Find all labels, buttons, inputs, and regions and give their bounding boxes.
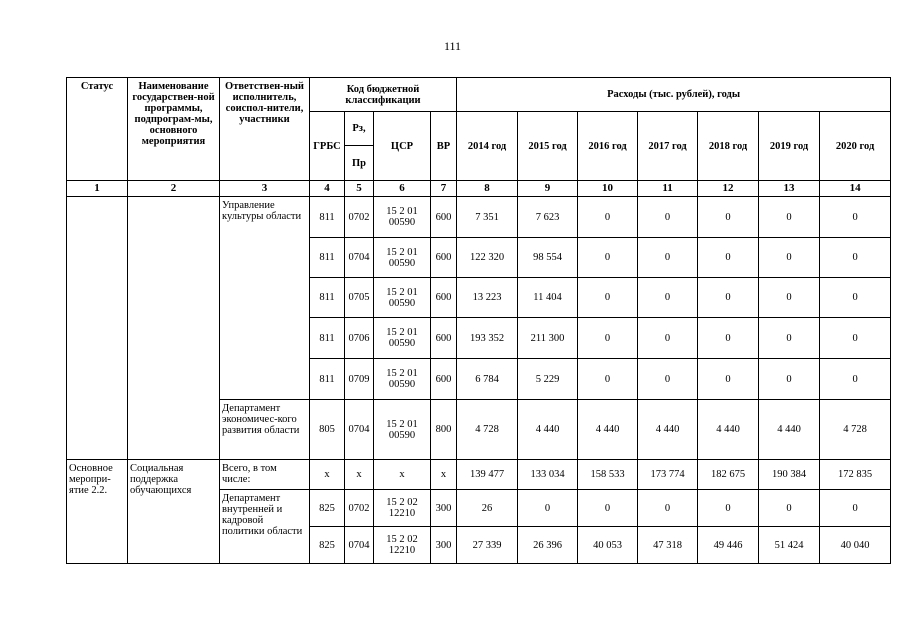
budget-table <box>66 77 891 564</box>
page-number: 111 <box>443 39 462 53</box>
grbs-cell: 811 <box>310 318 345 359</box>
value-cell: 0 <box>759 318 820 359</box>
column-number: 11 <box>638 181 698 197</box>
value-cell: 139 477 <box>457 460 518 490</box>
vr-cell: х <box>431 460 457 490</box>
column-number: 6 <box>374 181 431 197</box>
value-cell: 0 <box>638 359 698 400</box>
value-cell: 0 <box>820 490 891 527</box>
column-number: 2 <box>128 181 220 197</box>
value-cell: 0 <box>518 490 578 527</box>
value-cell: 27 339 <box>457 527 518 564</box>
csr-cell: 15 2 02 12210 <box>374 490 431 527</box>
value-cell: 182 675 <box>698 460 759 490</box>
value-cell: 133 034 <box>518 460 578 490</box>
header-grbs: ГРБС <box>310 112 345 181</box>
value-cell: 211 300 <box>518 318 578 359</box>
value-cell: 0 <box>759 197 820 238</box>
status-cell: Основное меропри-ятие 2.2. <box>67 460 128 564</box>
vr-cell: 600 <box>431 359 457 400</box>
vr-cell: 300 <box>431 490 457 527</box>
responsible-cell: Управление культуры области <box>220 197 310 400</box>
value-cell: 0 <box>759 359 820 400</box>
column-number-row <box>67 181 891 197</box>
vr-cell: 600 <box>431 238 457 278</box>
rzpr-cell: 0704 <box>345 238 374 278</box>
value-cell: 4 440 <box>638 400 698 460</box>
column-number: 12 <box>698 181 759 197</box>
column-number: 10 <box>578 181 638 197</box>
column-number: 4 <box>310 181 345 197</box>
grbs-cell: х <box>310 460 345 490</box>
rzpr-cell: 0706 <box>345 318 374 359</box>
header-year-2014: 2014 год <box>457 112 518 181</box>
column-number: 3 <box>220 181 310 197</box>
rzpr-cell: 0705 <box>345 278 374 318</box>
value-cell: 0 <box>578 278 638 318</box>
value-cell: 0 <box>578 318 638 359</box>
value-cell: 0 <box>638 490 698 527</box>
table-row <box>67 460 891 490</box>
value-cell: 13 223 <box>457 278 518 318</box>
value-cell: 47 318 <box>638 527 698 564</box>
value-cell: 0 <box>698 318 759 359</box>
value-cell: 0 <box>638 278 698 318</box>
grbs-cell: 811 <box>310 278 345 318</box>
value-cell: 0 <box>638 318 698 359</box>
vr-cell: 600 <box>431 197 457 238</box>
header-csr: ЦСР <box>374 112 431 181</box>
header-budget-code: Код бюджетной классификации <box>310 78 457 112</box>
responsible-cell: Всего, в том числе: <box>220 460 310 490</box>
value-cell: 4 728 <box>820 400 891 460</box>
grbs-cell: 811 <box>310 359 345 400</box>
value-cell: 0 <box>638 238 698 278</box>
csr-cell: 15 2 01 00590 <box>374 359 431 400</box>
header-year-2020: 2020 год <box>820 112 891 181</box>
value-cell: 11 404 <box>518 278 578 318</box>
header-expenses: Расходы (тыс. рублей), годы <box>457 78 891 112</box>
value-cell: 51 424 <box>759 527 820 564</box>
value-cell: 158 533 <box>578 460 638 490</box>
value-cell: 0 <box>698 197 759 238</box>
vr-cell: 300 <box>431 527 457 564</box>
header-pr: Пр <box>345 146 374 181</box>
value-cell: 122 320 <box>457 238 518 278</box>
value-cell: 0 <box>578 490 638 527</box>
csr-cell: 15 2 01 00590 <box>374 318 431 359</box>
value-cell: 0 <box>698 238 759 278</box>
responsible-cell: Департамент внутренней и кадровой политики области <box>220 490 310 564</box>
header-name: Наименование государствен-ной программы, подпрограм-мы, основного мероприятия <box>128 78 220 181</box>
value-cell: 0 <box>698 490 759 527</box>
column-number: 14 <box>820 181 891 197</box>
header-status: Статус <box>67 78 128 181</box>
grbs-cell: 825 <box>310 490 345 527</box>
value-cell: 0 <box>698 359 759 400</box>
column-number: 9 <box>518 181 578 197</box>
header-year-2018: 2018 год <box>698 112 759 181</box>
value-cell: 7 623 <box>518 197 578 238</box>
header-vr: ВР <box>431 112 457 181</box>
header-year-2017: 2017 год <box>638 112 698 181</box>
value-cell: 4 440 <box>759 400 820 460</box>
grbs-cell: 825 <box>310 527 345 564</box>
value-cell: 4 728 <box>457 400 518 460</box>
name-cell: Социальная поддержка обучающихся <box>128 460 220 564</box>
csr-cell: 15 2 02 12210 <box>374 527 431 564</box>
rzpr-cell: 0709 <box>345 359 374 400</box>
value-cell: 0 <box>820 278 891 318</box>
value-cell: 98 554 <box>518 238 578 278</box>
value-cell: 26 <box>457 490 518 527</box>
rzpr-cell: 0702 <box>345 197 374 238</box>
header-year-2019: 2019 год <box>759 112 820 181</box>
value-cell: 7 351 <box>457 197 518 238</box>
rzpr-cell: 0702 <box>345 490 374 527</box>
csr-cell: 15 2 01 00590 <box>374 197 431 238</box>
column-number: 8 <box>457 181 518 197</box>
value-cell: 4 440 <box>518 400 578 460</box>
value-cell: 0 <box>820 197 891 238</box>
grbs-cell: 811 <box>310 197 345 238</box>
value-cell: 0 <box>638 197 698 238</box>
rzpr-cell: 0704 <box>345 527 374 564</box>
csr-cell: 15 2 01 00590 <box>374 278 431 318</box>
value-cell: 172 835 <box>820 460 891 490</box>
vr-cell: 800 <box>431 400 457 460</box>
value-cell: 0 <box>759 490 820 527</box>
value-cell: 0 <box>578 197 638 238</box>
value-cell: 0 <box>698 278 759 318</box>
csr-cell: х <box>374 460 431 490</box>
table-row <box>67 197 891 238</box>
value-cell: 173 774 <box>638 460 698 490</box>
table-header <box>67 78 891 197</box>
name-cell <box>128 197 220 460</box>
vr-cell: 600 <box>431 318 457 359</box>
value-cell: 0 <box>820 318 891 359</box>
value-cell: 190 384 <box>759 460 820 490</box>
value-cell: 0 <box>820 238 891 278</box>
value-cell: 5 229 <box>518 359 578 400</box>
value-cell: 0 <box>759 278 820 318</box>
value-cell: 40 040 <box>820 527 891 564</box>
value-cell: 6 784 <box>457 359 518 400</box>
value-cell: 0 <box>578 238 638 278</box>
csr-cell: 15 2 01 00590 <box>374 238 431 278</box>
grbs-cell: 811 <box>310 238 345 278</box>
column-number: 5 <box>345 181 374 197</box>
column-number: 1 <box>67 181 128 197</box>
responsible-cell: Департамент экономичес-кого развития области <box>220 400 310 460</box>
value-cell: 4 440 <box>698 400 759 460</box>
csr-cell: 15 2 01 00590 <box>374 400 431 460</box>
value-cell: 0 <box>759 238 820 278</box>
header-rz: Рз, <box>345 112 374 146</box>
column-number: 7 <box>431 181 457 197</box>
value-cell: 0 <box>578 359 638 400</box>
header-year-2016: 2016 год <box>578 112 638 181</box>
column-number: 13 <box>759 181 820 197</box>
header-responsible: Ответствен-ный исполнитель, соиспол-нители, участники <box>220 78 310 181</box>
status-cell <box>67 197 128 460</box>
value-cell: 26 396 <box>518 527 578 564</box>
grbs-cell: 805 <box>310 400 345 460</box>
value-cell: 0 <box>820 359 891 400</box>
header-year-2015: 2015 год <box>518 112 578 181</box>
value-cell: 193 352 <box>457 318 518 359</box>
vr-cell: 600 <box>431 278 457 318</box>
rzpr-cell: 0704 <box>345 400 374 460</box>
rzpr-cell: х <box>345 460 374 490</box>
value-cell: 4 440 <box>578 400 638 460</box>
value-cell: 40 053 <box>578 527 638 564</box>
value-cell: 49 446 <box>698 527 759 564</box>
